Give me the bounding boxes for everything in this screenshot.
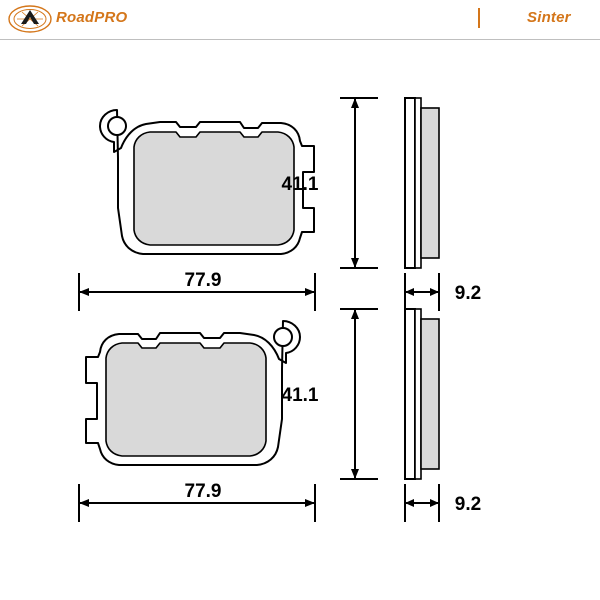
upper-thickness-value: 9.2 [454,283,482,304]
header-divider [478,8,480,28]
lower-thickness-dimension [405,484,481,522]
upper-width-value: 77.9 [184,270,222,291]
lower-thickness-value: 9.2 [454,494,482,515]
lower-pad-front-view [86,321,300,465]
upper-pad-mounting-hole [108,117,126,135]
compound-name: Sinter [527,9,571,26]
brake-pad-diagram [0,40,600,600]
lower-pad-side-backing [405,309,415,479]
upper-pad-side-backing [405,98,415,268]
lower-pad-mounting-hole [274,328,292,346]
lower-pad-side-friction [421,319,439,469]
lower-pad-side-view [405,309,439,479]
drawing-canvas [0,40,600,600]
lower-width-value: 77.9 [184,481,222,502]
upper-pad-side-gap [415,98,421,268]
upper-pad-friction-material [134,132,294,245]
lower-pad-side-gap [415,309,421,479]
lower-width-dimension [79,481,315,522]
upper-pad-side-view [405,98,439,268]
upper-width-dimension [79,270,315,311]
brand-name: RoadPRO [56,9,128,26]
header-bar [0,0,600,40]
moto-master-logo-icon [8,4,52,34]
upper-pad-side-friction [421,108,439,258]
upper-height-value: 41.1 [281,174,319,195]
lower-pad-friction-material [106,343,266,456]
upper-thickness-dimension [405,273,481,311]
lower-height-value: 41.1 [281,385,319,406]
